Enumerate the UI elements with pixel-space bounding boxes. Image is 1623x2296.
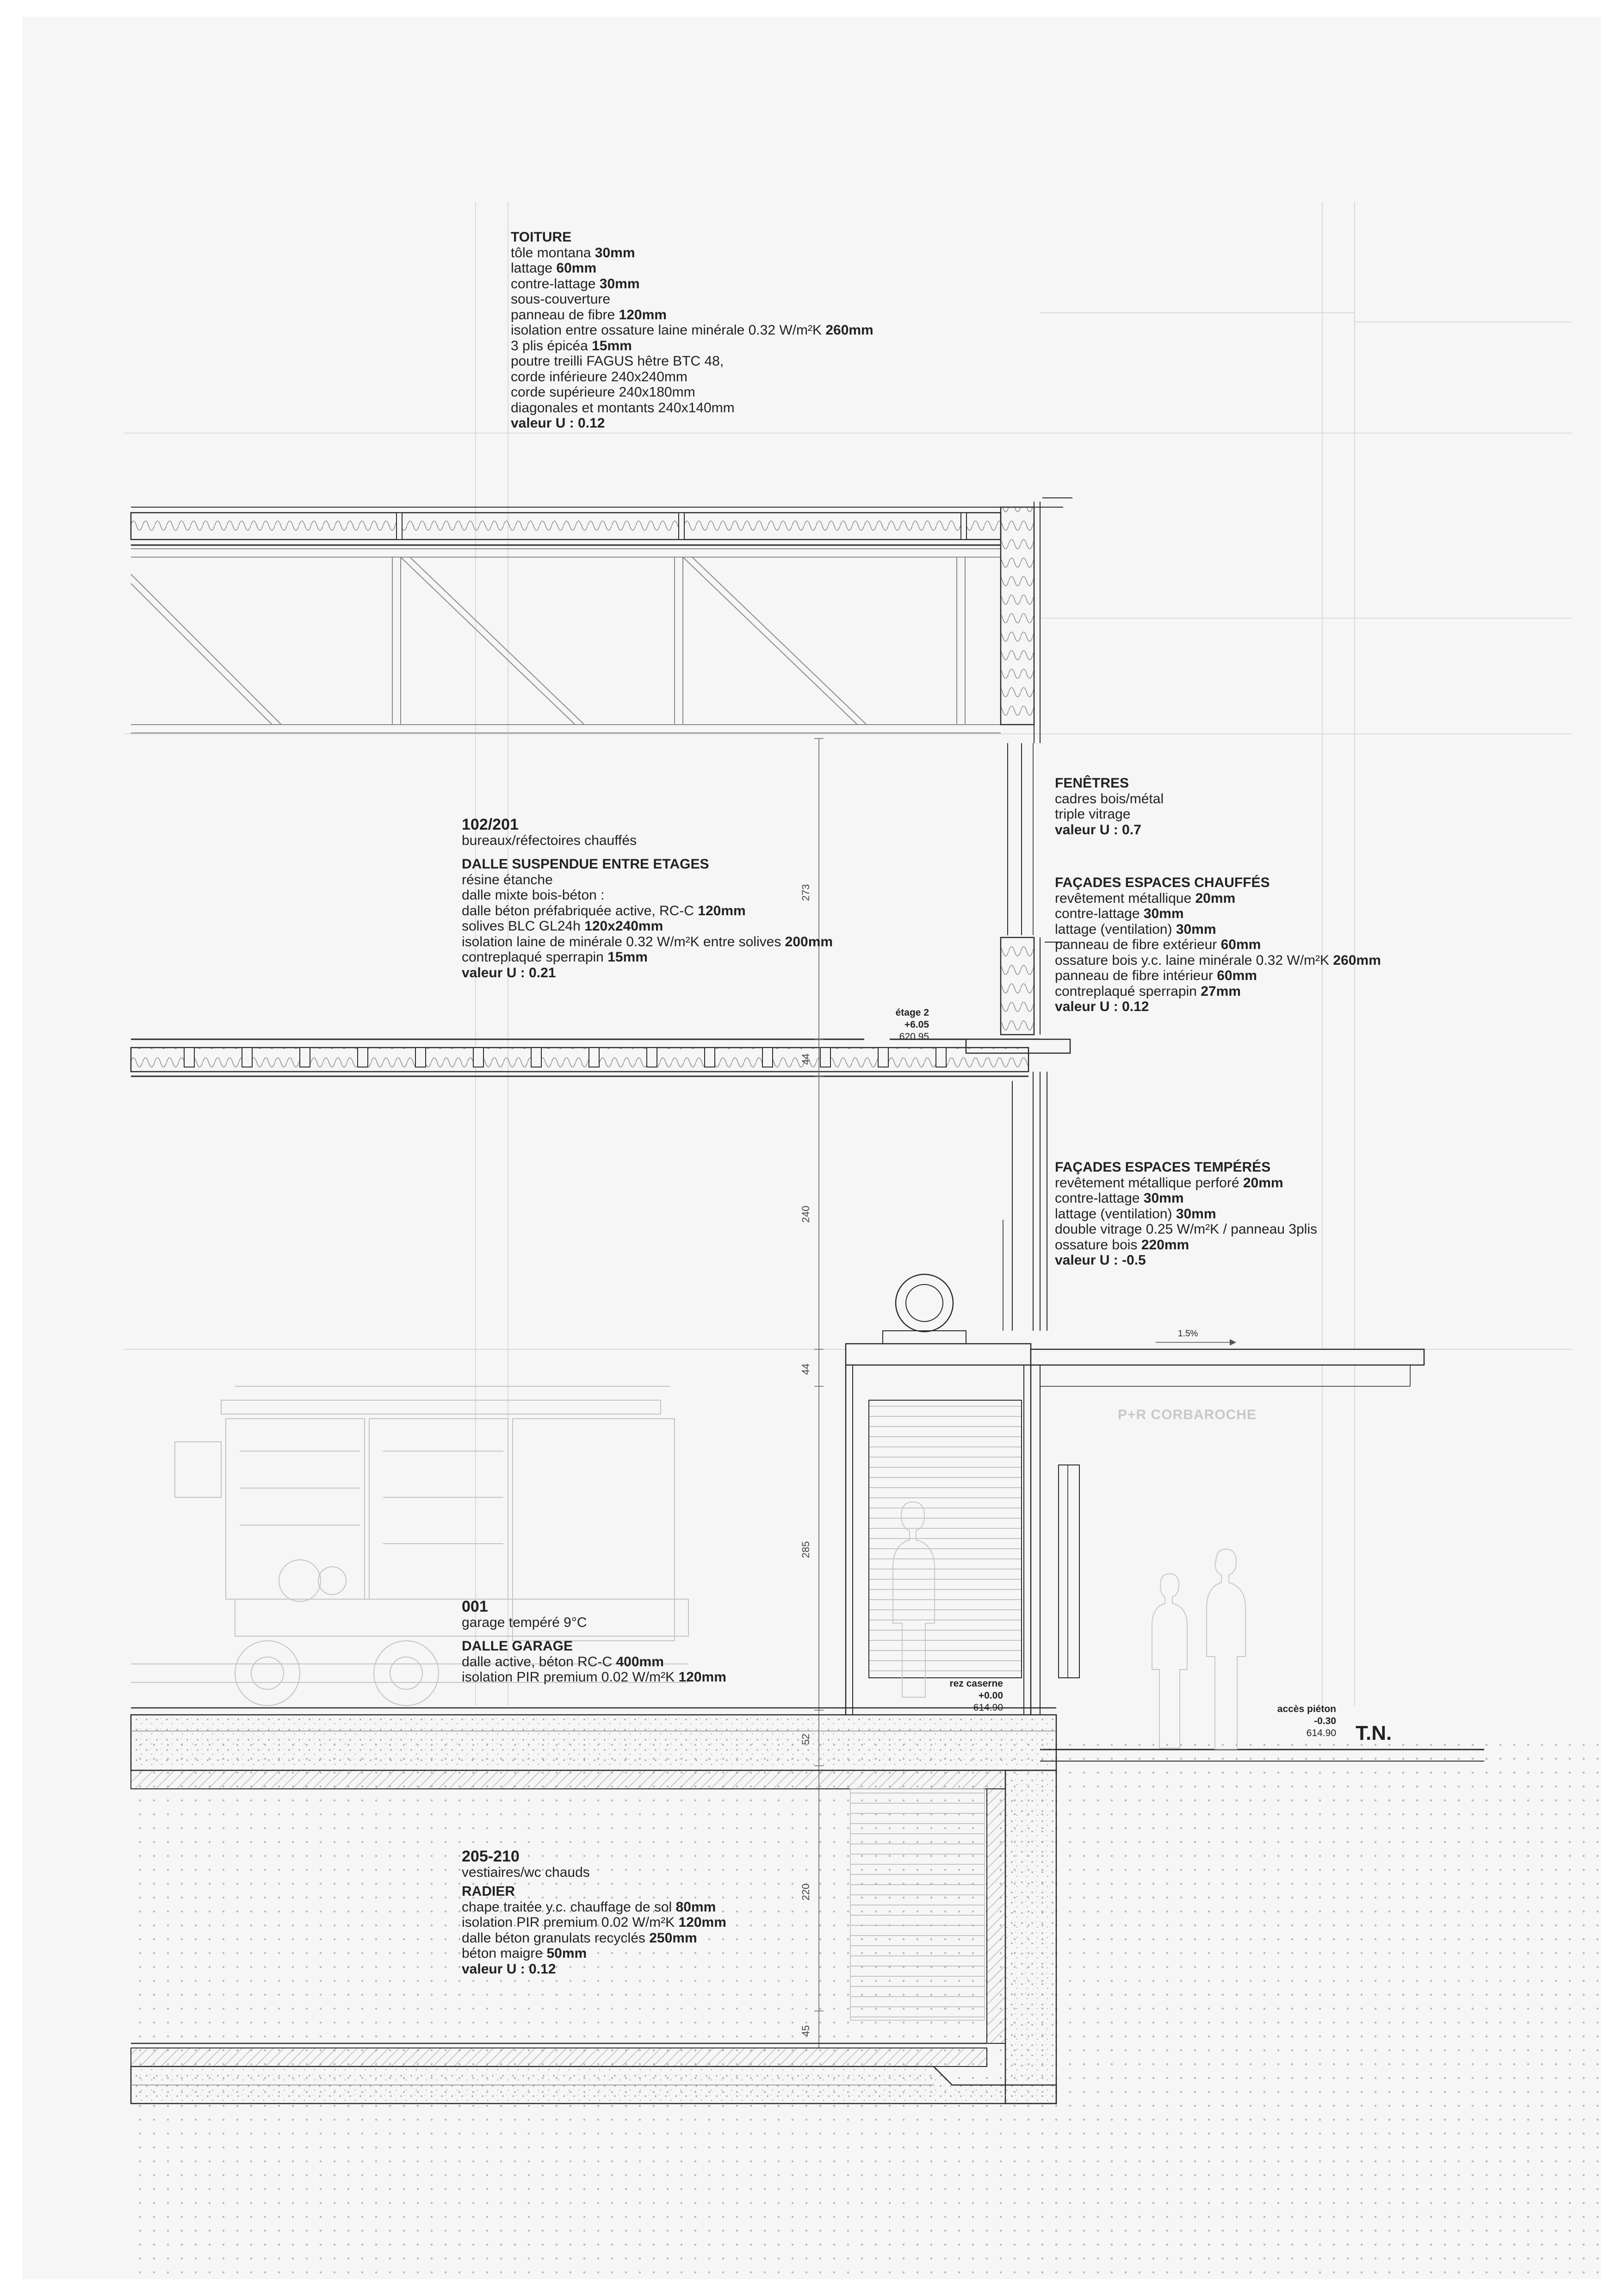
entrance-canopy [846, 1274, 1424, 1386]
floor-slab-etage2 [131, 1039, 1070, 1331]
spec-line [1055, 906, 1381, 922]
spec-line [511, 307, 873, 323]
drawing-sheet [22, 17, 1601, 2279]
spec-line [511, 245, 873, 261]
level-abs: 620.95 [899, 1031, 929, 1042]
spec-value: 120x240mm [584, 918, 663, 934]
spec-text: dalle active, béton RC-C [462, 1654, 616, 1669]
spec-value: 120mm [619, 307, 667, 323]
level-name: étage 2 [895, 1007, 929, 1018]
spec-value: 250mm [649, 1930, 697, 1946]
spec-text: solives BLC GL24h [462, 918, 585, 934]
spec-line [1055, 1175, 1317, 1191]
note-title: RADIER [462, 1884, 515, 1899]
upper-facade [1001, 743, 1063, 1035]
spec-value: 30mm [599, 276, 640, 292]
dimension-label: 44 [800, 1053, 812, 1065]
level-etage2 [836, 1007, 929, 1043]
spec-line [511, 323, 873, 338]
spec-text: double vitrage 0.25 W/m²K / panneau 3plis [1055, 1222, 1317, 1237]
garage-slab [131, 1708, 1056, 1789]
slope-label: 1.5% [1178, 1329, 1198, 1339]
spec-line [511, 276, 873, 292]
u-value: valeur U : -0.5 [1055, 1253, 1146, 1268]
spec-text: revêtement métallique perforé [1055, 1175, 1243, 1191]
spec-value: 15mm [607, 949, 648, 965]
dimension-label: 240 [800, 1205, 812, 1223]
spec-text: lattage (ventilation) [1055, 1206, 1176, 1222]
spec-value: 120mm [698, 903, 746, 918]
level-name: rez caserne [949, 1678, 1003, 1689]
spec-value: 20mm [1243, 1175, 1283, 1191]
note-toiture [511, 230, 873, 431]
level-rel: +0.00 [978, 1690, 1003, 1701]
spec-line [511, 400, 873, 416]
spec-text: dalle mixte bois-béton : [462, 887, 605, 903]
spec-text: isolation entre ossature laine minérale 0.32 W/m²K [511, 323, 826, 338]
spec-line [1055, 968, 1381, 984]
note-title: FAÇADES ESPACES CHAUFFÉS [1055, 875, 1270, 890]
spec-line [1055, 937, 1381, 953]
level-acces [1207, 1703, 1336, 1739]
note-title: FENÊTRES [1055, 776, 1129, 791]
note-fenetres [1055, 776, 1164, 838]
spec-value: 260mm [825, 323, 873, 338]
spec-line [462, 903, 833, 919]
spec-text: contreplaqué sperrapin [1055, 983, 1201, 999]
spec-value: 15mm [592, 338, 632, 354]
note-facades-temperes [1055, 1160, 1317, 1268]
spec-text: béton maigre [462, 1946, 547, 1961]
level-abs: 614.90 [973, 1702, 1003, 1713]
spec-line [1055, 807, 1164, 822]
spec-text: chape traitée y.c. chauffage de sol [462, 1899, 676, 1915]
note-title: DALLE SUSPENDUE ENTRE ETAGES [462, 856, 709, 872]
level-name: accès piéton [1277, 1704, 1336, 1714]
spec-line [1055, 953, 1381, 968]
level-rez [901, 1678, 1003, 1714]
entrance-door [846, 1365, 1040, 1715]
spec-line [511, 338, 873, 354]
signage-text: P+R CORBAROCHE [1118, 1407, 1257, 1422]
room-number: 102/201 [462, 816, 519, 833]
spec-value: 220mm [1141, 1237, 1189, 1253]
spec-line [462, 918, 833, 934]
note-radier [462, 1849, 726, 1977]
dimension-label: 285 [800, 1541, 812, 1558]
ground-earth-right [1040, 1750, 1601, 2279]
spec-text: corde inférieure 240x240mm [511, 369, 688, 385]
spec-line [511, 261, 873, 276]
spec-line [462, 1915, 726, 1930]
spec-value: 30mm [1143, 1191, 1184, 1206]
note-title: FAÇADES ESPACES TEMPÉRÉS [1055, 1160, 1271, 1175]
spec-text: résine étanche [462, 872, 553, 887]
u-value: valeur U : 0.12 [511, 416, 605, 431]
radier-slab [131, 2043, 1056, 2104]
spec-value: 200mm [785, 934, 833, 949]
spec-text: contreplaqué sperrapin [462, 949, 608, 965]
spec-value: 30mm [1176, 1206, 1216, 1222]
spec-value: 30mm [595, 245, 635, 261]
spec-text: tôle montana [511, 245, 595, 261]
terrain-naturel-label: T.N. [1356, 1722, 1392, 1744]
spec-text: panneau de fibre intérieur [1055, 968, 1217, 983]
room-name: bureaux/réfectoires chauffés [462, 832, 637, 848]
note-dalle-garage [462, 1599, 726, 1685]
spec-line [511, 385, 873, 400]
dimension-label: 44 [800, 1363, 812, 1375]
spec-line [462, 1899, 726, 1915]
note-title: TOITURE [511, 230, 572, 245]
spec-line [1055, 1237, 1317, 1253]
roof-assembly [131, 498, 1072, 743]
level-rel: -0.30 [1314, 1716, 1336, 1726]
spec-text: ossature bois [1055, 1237, 1141, 1253]
spec-value: 30mm [1176, 921, 1216, 937]
spec-value: 80mm [675, 1899, 716, 1915]
spec-text: corde supérieure 240x180mm [511, 385, 695, 400]
spec-line [1055, 984, 1381, 999]
dimension-label: 220 [800, 1883, 812, 1901]
spec-text: contre-lattage [511, 276, 600, 292]
spec-line [462, 1669, 726, 1685]
spec-text: sous-couverture [511, 292, 611, 307]
spec-value: 120mm [678, 1915, 726, 1930]
spec-line [462, 934, 833, 950]
note-dalle-etages [462, 817, 833, 980]
room-name: garage tempéré 9°C [462, 1614, 587, 1630]
spec-line [462, 1946, 726, 1961]
room-number: 205-210 [462, 1848, 520, 1865]
dimension-label: 52 [800, 1733, 812, 1745]
spec-text: diagonales et montants 240x140mm [511, 400, 735, 416]
room-name: vestiaires/wc chauds [462, 1864, 590, 1880]
spec-text: contre-lattage [1055, 1191, 1144, 1206]
u-value: valeur U : 0.21 [462, 965, 556, 980]
spec-text: triple vitrage [1055, 807, 1131, 822]
u-value: valeur U : 0.12 [462, 1961, 556, 1977]
spec-line [462, 1930, 726, 1946]
spec-line [1055, 1222, 1317, 1237]
spec-value: 27mm [1201, 983, 1241, 999]
spec-line [1055, 791, 1164, 807]
dimension-label: 45 [800, 2025, 812, 2037]
spec-line [462, 1654, 726, 1670]
spec-value: 120mm [678, 1669, 726, 1685]
spec-text: panneau de fibre [511, 307, 619, 323]
spec-value: 60mm [1220, 937, 1261, 952]
spec-text: 3 plis épicéa [511, 338, 592, 354]
spec-value: 30mm [1143, 906, 1184, 921]
spec-line [511, 354, 873, 369]
spec-text: dalle béton préfabriquée active, RC-C [462, 903, 698, 918]
spec-text: cadres bois/métal [1055, 791, 1164, 807]
level-abs: 614.90 [1306, 1728, 1336, 1738]
level-rel: +6.05 [904, 1019, 929, 1030]
spec-text: revêtement métallique [1055, 890, 1196, 906]
spec-value: 260mm [1333, 952, 1381, 968]
u-value: valeur U : 0.7 [1055, 822, 1141, 838]
spec-line [1055, 922, 1381, 937]
spec-text: poutre treilli FAGUS hêtre BTC 48, [511, 354, 724, 369]
spec-value: 20mm [1195, 890, 1236, 906]
spec-line [462, 949, 833, 965]
spec-text: contre-lattage [1055, 906, 1144, 921]
spec-line [462, 872, 833, 888]
spec-text: lattage [511, 261, 557, 276]
spec-text: isolation PIR premium 0.02 W/m²K [462, 1915, 679, 1930]
room-number: 001 [462, 1598, 488, 1615]
spec-line [462, 887, 833, 903]
spec-text: isolation laine de minérale 0.32 W/m²K entre solives [462, 934, 785, 949]
spec-line [511, 292, 873, 307]
spec-value: 400mm [616, 1654, 664, 1669]
u-value: valeur U : 0.12 [1055, 999, 1149, 1014]
spec-text: isolation PIR premium 0.02 W/m²K [462, 1669, 679, 1685]
spec-line [1055, 1206, 1317, 1222]
spec-text: lattage (ventilation) [1055, 921, 1176, 937]
spec-value: 50mm [546, 1946, 587, 1961]
spec-line [511, 369, 873, 385]
spec-text: ossature bois y.c. laine minérale 0.32 W/m²K [1055, 952, 1333, 968]
spec-value: 60mm [556, 261, 597, 276]
spec-text: dalle béton granulats recyclés [462, 1930, 650, 1946]
note-title: DALLE GARAGE [462, 1638, 573, 1654]
dimension-label: 273 [800, 884, 812, 901]
note-facades-chauffes [1055, 875, 1381, 1015]
spec-line [1055, 891, 1381, 906]
spec-value: 60mm [1217, 968, 1257, 983]
spec-line [1055, 1191, 1317, 1206]
spec-text: panneau de fibre extérieur [1055, 937, 1221, 952]
